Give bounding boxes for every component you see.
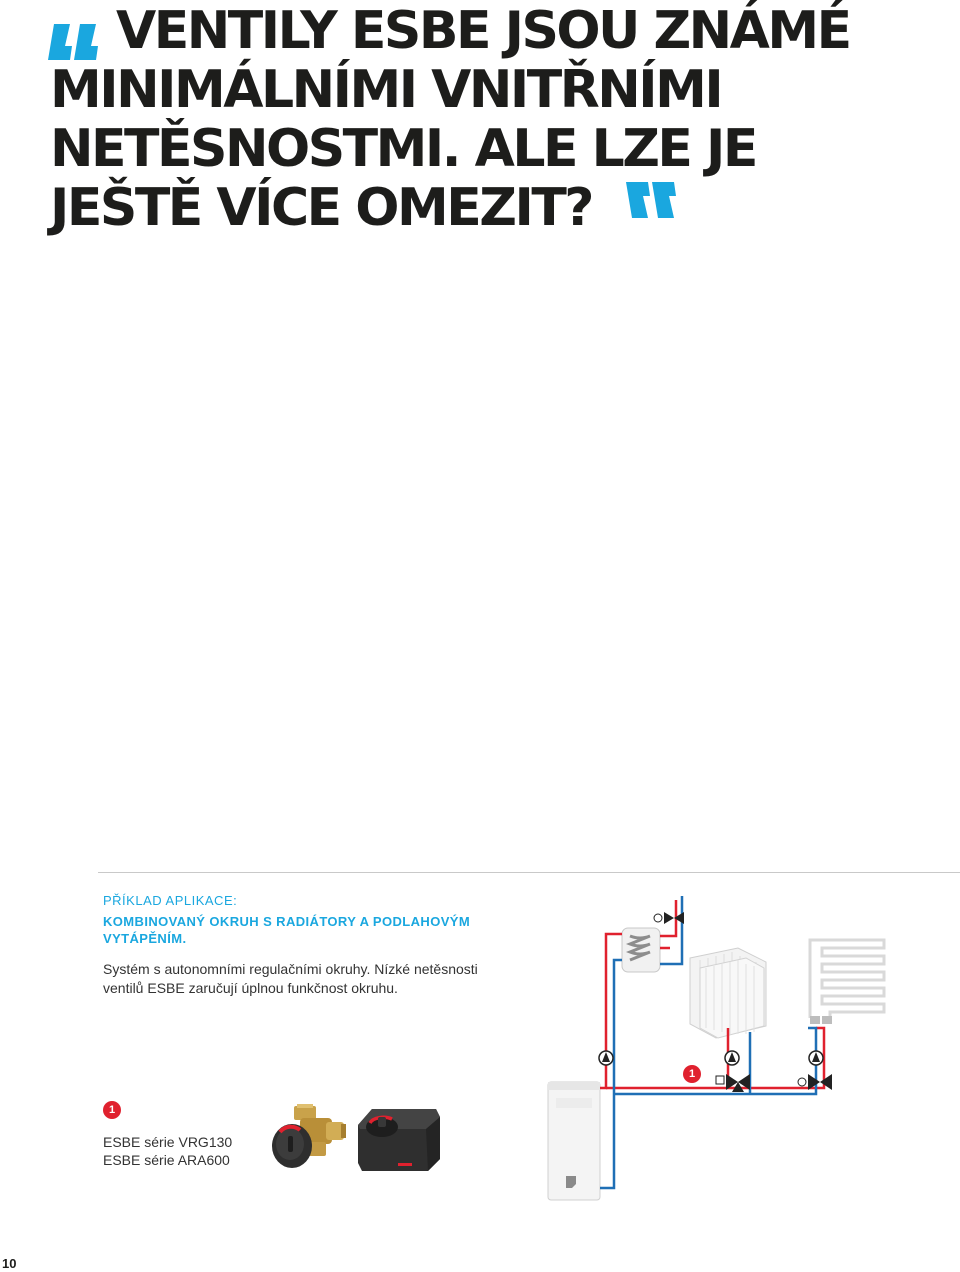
radiator-icon <box>690 948 766 1038</box>
pump-icon <box>725 1051 739 1065</box>
actuator-image <box>352 1103 444 1175</box>
marker-badge: 1 <box>103 1101 121 1119</box>
headline-line: NETĚSNOSTMI. ALE LZE JE <box>50 119 756 179</box>
product-list <box>103 1133 232 1169</box>
product-line: ESBE série ARA600 <box>103 1152 230 1168</box>
water-tank-icon <box>622 928 660 972</box>
application-description: Systém s autonomními regulačními okruhy. Nízké netěsnosti ventilů ESBE zaručují úplnou funkčnost okruhu. <box>103 961 478 996</box>
headline-line: MINIMÁLNÍMI VNITŘNÍMI <box>50 60 722 120</box>
floor-heating-coil <box>810 940 884 1018</box>
application-kicker: PŘÍKLAD APLIKACE: <box>103 893 238 908</box>
section-divider <box>98 872 960 873</box>
marker-badge: 1 <box>683 1065 701 1083</box>
heating-schematic <box>540 888 900 1218</box>
mixing-valve-icon <box>716 1074 750 1092</box>
pump-icon <box>599 1051 613 1065</box>
headline-line: JEŠTĚ VÍCE OMEZIT? <box>50 178 592 238</box>
closing-quote-icon <box>624 180 678 222</box>
application-title: KOMBINOVANÝ OKRUH S RADIÁTORY A PODLAHOVÝM VYTÁPĚNÍM. <box>103 914 471 946</box>
valve-image <box>270 1102 350 1174</box>
headline-line: VENTILY ESBE JSOU ZNÁMÉ <box>116 1 850 61</box>
page-number: 10 <box>2 1256 17 1271</box>
product-line: ESBE série VRG130 <box>103 1134 233 1150</box>
boiler-icon <box>548 1082 600 1200</box>
pump-icon <box>809 1051 823 1065</box>
manifold-icon <box>810 1016 832 1024</box>
mixing-valve-icon <box>654 912 684 924</box>
headline <box>50 2 930 238</box>
